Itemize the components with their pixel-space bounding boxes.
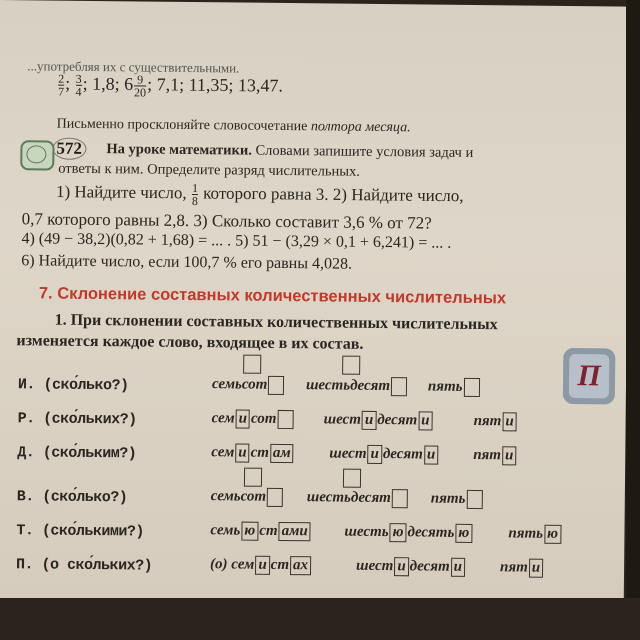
empty-ending-box [244, 468, 262, 487]
word-stem: сем [211, 410, 235, 427]
word-stem: сот [250, 410, 277, 427]
task-line-4: 0,7 которого равны 2,8. 3) Сколько составит 3,6 % от 72? [21, 209, 432, 233]
acc-word-3 [431, 490, 483, 510]
task-line-1-text: Словами запишите условия задач и [251, 142, 474, 161]
word-text: пять [430, 490, 466, 507]
denominator: 8 [191, 194, 198, 209]
empty-ending-box [466, 490, 482, 509]
word-text: шестьдесят [306, 489, 391, 507]
word-stem: пят [473, 446, 502, 464]
word-stem: семь [210, 522, 241, 539]
oral-task-line [57, 117, 411, 137]
word-stem: пят [500, 559, 528, 576]
numbers-line: $\frac{2}{7}$ ; $\frac{3}{4}$ ; 1,8; 6 $\frac{9}{20}$ ; 7,1; 11,35; 13,47. [57, 71, 284, 100]
ins-word-1 [210, 521, 311, 541]
acc-word-2 [307, 488, 408, 508]
task-line-6: 6) Найдите число, если 100,7 % его равны 4,028. [21, 252, 353, 273]
nom-word-3 [428, 378, 480, 398]
task-line-1 [106, 141, 473, 162]
ending-box: и [418, 411, 433, 430]
word-text: шестьдесят [305, 377, 391, 395]
case-instrumental: Т. (ско́лькими?) [16, 522, 145, 541]
ending-box: и [236, 409, 251, 428]
task-line-3-a: 1) Найдите число, [55, 182, 192, 203]
badge-circle [26, 145, 46, 163]
denominator: 20 [133, 85, 147, 100]
word-stem: десят [377, 411, 418, 429]
rule-line-2: изменяется каждое слово, входящее в их состав. [16, 332, 364, 353]
ending-box: ах [290, 556, 311, 575]
word-stem: шесть [344, 523, 389, 541]
dat-word-1 [211, 443, 295, 463]
case-genitive: Р. (ско́льких?) [17, 410, 137, 429]
task-line-2: ответы к ним. Определите разряд числительных. [58, 160, 360, 180]
word-text: семьсот [210, 488, 267, 505]
empty-ending-box [343, 469, 361, 488]
oral-task-phrase: полтора месяца. [310, 119, 411, 136]
ending-box: и [362, 411, 377, 430]
task-line-3-b: которого равна 3. 2) Найдите число, [198, 183, 464, 206]
fraction-1-8 [192, 182, 198, 207]
word-stem: шест [323, 411, 361, 428]
preposition: (о) [210, 556, 232, 573]
numerator: 9 [137, 72, 144, 87]
word-stem: десять [407, 524, 455, 541]
nom-word-1 [212, 375, 285, 395]
ending-box: ами [279, 522, 311, 541]
ending-box: ю [389, 523, 406, 542]
denominator: 4 [75, 84, 82, 99]
ending-box: и [529, 559, 544, 578]
mixed-fraction [134, 73, 146, 98]
ending-box: и [235, 443, 250, 462]
page-bottom-shadow [0, 598, 640, 640]
word-stem: ст [259, 522, 278, 539]
word-stem: десят [382, 446, 423, 463]
empty-ending-box [342, 356, 360, 375]
empty-ending-box [243, 355, 261, 374]
rule-icon-letter: П [569, 354, 609, 398]
case-dative: Д. (ско́льким?) [17, 444, 137, 463]
word-stem: десят [409, 558, 450, 575]
numerator: 2 [58, 71, 65, 86]
empty-ending-box [392, 489, 408, 508]
ending-box: ю [544, 525, 561, 544]
rule-icon [563, 348, 616, 405]
pre-word-3 [500, 558, 544, 577]
rule-line-1: 1. При склонении составных количественных числительных [54, 311, 498, 334]
dat-word-2 [329, 444, 439, 464]
empty-ending-box [268, 376, 284, 395]
word-stem: сем [211, 444, 235, 461]
case-accusative: В. (ско́лько?) [16, 488, 128, 507]
page-edge-shadow [626, 0, 640, 640]
cut-off-line: ...употребляя их с существительными. [27, 58, 240, 76]
empty-ending-box [267, 488, 283, 507]
word-stem: ст [270, 556, 290, 574]
fraction-3-4 [75, 73, 81, 98]
word-stem: пят [473, 412, 502, 430]
ending-box: и [394, 557, 409, 576]
word-stem: пять [508, 525, 544, 542]
numbers-part-a: ; 1,8; 6 [82, 73, 134, 95]
acc-word-1 [211, 487, 284, 507]
denominator: 7 [57, 84, 65, 99]
ins-word-2 [344, 523, 473, 543]
numerator: 1 [191, 181, 199, 196]
numbers-part-b: ; 7,1; 11,35; 13,47. [147, 74, 284, 96]
case-prepositional: П. (о ско́льких?) [15, 556, 153, 575]
word-stem: ст [250, 444, 270, 461]
gen-word-1 [212, 409, 294, 429]
task-line-3 [56, 181, 464, 210]
pre-word-1 [210, 555, 312, 575]
ending-box: и [502, 446, 517, 465]
gen-word-3 [474, 412, 518, 431]
ending-box: и [255, 556, 270, 575]
ending-box: и [451, 558, 466, 577]
ending-box: и [502, 412, 517, 431]
task-badge-icon [20, 140, 54, 170]
nom-word-2 [306, 376, 407, 396]
task-lead: На уроке математики. [106, 141, 252, 159]
word-stem: сем [231, 556, 255, 573]
ending-box: ам [270, 444, 294, 463]
task-number: 572 [52, 138, 86, 160]
fraction-2-7 [58, 73, 64, 98]
empty-ending-box [277, 410, 293, 429]
empty-ending-box [391, 377, 407, 396]
ending-box: и [424, 445, 439, 464]
ending-box: ю [241, 522, 258, 541]
case-nominative: И. (ско́лько?) [17, 376, 129, 395]
ins-word-3 [508, 524, 562, 544]
pre-word-2 [356, 557, 466, 577]
oral-task-text: Письменно просклоняйте словосочетание [56, 116, 312, 135]
numerator: 3 [75, 71, 82, 86]
dat-word-3 [473, 446, 517, 465]
ending-box: и [367, 445, 382, 464]
ending-box: ю [455, 524, 472, 543]
word-stem: шест [356, 557, 394, 575]
word-text: пять [427, 378, 463, 395]
empty-ending-box [463, 378, 479, 397]
gen-word-2 [324, 410, 434, 430]
section-heading: 7. Склонение составных количественных числительных [38, 284, 507, 308]
word-text: семьсот [211, 376, 268, 393]
task-line-5: 4) (49 − 38,2)(0,82 + 1,68) = ... . 5) 51 − (3,29 × 0,1 + 6,241) = ... . [21, 230, 452, 252]
word-stem: шест [329, 445, 367, 462]
